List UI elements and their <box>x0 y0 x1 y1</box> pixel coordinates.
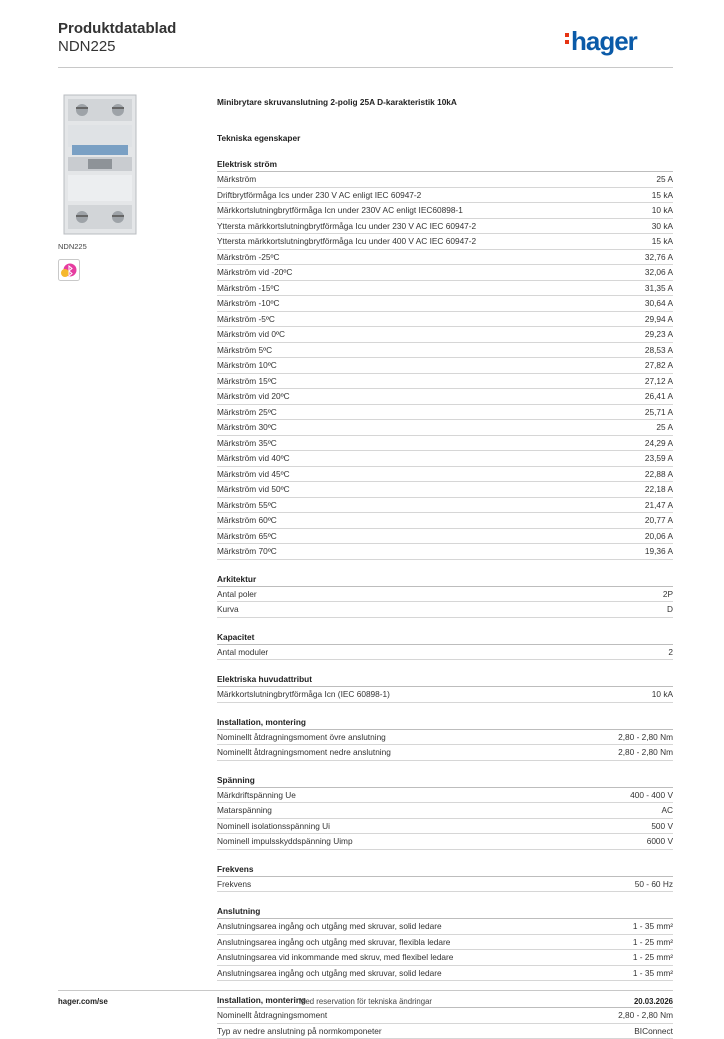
spec-row <box>217 358 673 374</box>
product-code: NDN225 <box>58 38 176 56</box>
spec-value: 6000 V <box>647 834 673 849</box>
spec-row <box>217 602 673 618</box>
spec-label: Märkström 30ºC <box>217 420 277 435</box>
spec-value: 26,41 A <box>645 389 673 404</box>
spec-label: Antal poler <box>217 587 257 602</box>
spec-value: 2,80 - 2,80 Nm <box>618 745 673 760</box>
hager-logo: hager <box>565 26 675 56</box>
spec-value: 29,23 A <box>645 327 673 342</box>
spec-group <box>217 674 673 703</box>
spec-label: Typ av nedre anslutning på normkomponeter <box>217 1024 382 1039</box>
spec-row <box>217 451 673 467</box>
spec-label: Märkström -5ºC <box>217 312 275 327</box>
spec-group <box>217 717 673 761</box>
spec-row <box>217 803 673 819</box>
spec-row <box>217 389 673 405</box>
spec-value: 22,88 A <box>645 467 673 482</box>
spec-row <box>217 296 673 312</box>
spec-value: 21,47 A <box>645 498 673 513</box>
spec-label: Nominellt åtdragningsmoment <box>217 1008 327 1023</box>
spec-row <box>217 966 673 982</box>
page-title: Produktdatablad <box>58 20 176 38</box>
spec-label: Märkström 5ºC <box>217 343 272 358</box>
spec-group-title: Spänning <box>217 775 673 788</box>
spec-label: Driftbrytförmåga Ics under 230 V AC enligt IEC 60947-2 <box>217 188 421 203</box>
spec-group <box>217 159 673 560</box>
spec-value: 15 kA <box>652 234 673 249</box>
spec-row <box>217 265 673 281</box>
spec-row <box>217 544 673 560</box>
spec-row <box>217 513 673 529</box>
spec-label: Märkström -25ºC <box>217 250 280 265</box>
spec-row <box>217 482 673 498</box>
spec-label: Nominellt åtdragningsmoment övre anslutning <box>217 730 386 745</box>
spec-value: AC <box>661 803 673 818</box>
spec-row <box>217 498 673 514</box>
spec-row <box>217 950 673 966</box>
spec-value: 10 kA <box>652 203 673 218</box>
spec-label: Frekvens <box>217 877 251 892</box>
image-caption: NDN225 <box>58 242 198 251</box>
spec-group-title: Elektrisk ström <box>217 159 673 172</box>
spec-label: Märkström -10ºC <box>217 296 280 311</box>
bluetooth-badge-icon <box>58 259 80 281</box>
spec-label: Anslutningsarea vid inkommande med skruv, med flexibel ledare <box>217 950 453 965</box>
spec-label: Märkkortslutningbrytförmåga Icn under 230V AC enligt IEC60898-1 <box>217 203 463 218</box>
spec-row <box>217 467 673 483</box>
spec-value: BIConnect <box>634 1024 673 1039</box>
spec-value: 27,82 A <box>645 358 673 373</box>
spec-label: Märkström 25ºC <box>217 405 277 420</box>
product-image-column <box>58 93 198 286</box>
spec-label: Märkström vid -20ºC <box>217 265 292 280</box>
spec-value: 25,71 A <box>645 405 673 420</box>
spec-value: 30 kA <box>652 219 673 234</box>
spec-group-title: Installation, montering <box>217 995 673 1008</box>
spec-row <box>217 281 673 297</box>
spec-value: 10 kA <box>652 687 673 702</box>
spec-label: Yttersta märkkortslutningbrytförmåga Icu under 400 V AC IEC 60947-2 <box>217 234 476 249</box>
spec-row <box>217 935 673 951</box>
spec-label: Märkström vid 50ºC <box>217 482 290 497</box>
spec-row <box>217 250 673 266</box>
spec-row <box>217 1008 673 1024</box>
spec-label: Märkström vid 20ºC <box>217 389 290 404</box>
spec-label: Nominell isolationsspänning Ui <box>217 819 330 834</box>
spec-label: Nominell impulsskyddspänning Uimp <box>217 834 353 849</box>
logo-dots-icon <box>565 33 569 47</box>
spec-row <box>217 645 673 661</box>
spec-label: Anslutningsarea ingång och utgång med skruvar, solid ledare <box>217 966 442 981</box>
spec-value: 1 - 25 mm² <box>633 950 673 965</box>
spec-group-title: Installation, montering <box>217 717 673 730</box>
spec-value: 1 - 25 mm² <box>633 935 673 950</box>
spec-group-title: Kapacitet <box>217 632 673 645</box>
spec-row <box>217 172 673 188</box>
spec-value: 20,06 A <box>645 529 673 544</box>
spec-value: 32,06 A <box>645 265 673 280</box>
footer-date: 20.03.2026 <box>634 997 673 1006</box>
spec-value: 19,36 A <box>645 544 673 559</box>
spec-label: Märkström 60ºC <box>217 513 277 528</box>
spec-label: Märkström 10ºC <box>217 358 277 373</box>
spec-group <box>217 574 673 618</box>
spec-value: 2,80 - 2,80 Nm <box>618 1008 673 1023</box>
spec-row <box>217 374 673 390</box>
spec-value: 20,77 A <box>645 513 673 528</box>
spec-row <box>217 730 673 746</box>
spec-label: Märkström vid 45ºC <box>217 467 290 482</box>
spec-row <box>217 877 673 893</box>
spec-row <box>217 312 673 328</box>
spec-value: 1 - 35 mm² <box>633 919 673 934</box>
spec-row <box>217 436 673 452</box>
spec-row <box>217 687 673 703</box>
spec-value: 24,29 A <box>645 436 673 451</box>
footer-website[interactable]: hager.com/se <box>58 997 108 1006</box>
spec-row <box>217 1024 673 1039</box>
spec-label: Märkström -15ºC <box>217 281 280 296</box>
spec-row <box>217 834 673 850</box>
spec-group <box>217 775 673 850</box>
header <box>58 20 176 56</box>
spec-value: D <box>667 602 673 617</box>
spec-label: Yttersta märkkortslutningbrytförmåga Icu under 230 V AC IEC 60947-2 <box>217 219 476 234</box>
spec-row <box>217 405 673 421</box>
spec-row <box>217 327 673 343</box>
spec-label: Matarspänning <box>217 803 272 818</box>
spec-row <box>217 819 673 835</box>
spec-label: Märkström 15ºC <box>217 374 277 389</box>
spec-group-title: Frekvens <box>217 864 673 877</box>
spec-row <box>217 420 673 436</box>
spec-value: 25 A <box>656 172 673 187</box>
spec-label: Anslutningsarea ingång och utgång med skruvar, solid ledare <box>217 919 442 934</box>
spec-value: 50 - 60 Hz <box>635 877 673 892</box>
spec-group-title: Arkitektur <box>217 574 673 587</box>
product-description: Minibrytare skruvanslutning 2-polig 25A D-karakteristik 10kA <box>217 97 673 107</box>
spec-row <box>217 219 673 235</box>
spec-row <box>217 188 673 204</box>
spec-value: 23,59 A <box>645 451 673 466</box>
spec-label: Märkström vid 0ºC <box>217 327 285 342</box>
spec-row <box>217 919 673 935</box>
spec-value: 29,94 A <box>645 312 673 327</box>
spec-group-title: Elektriska huvudattribut <box>217 674 673 687</box>
spec-label: Märkström 55ºC <box>217 498 277 513</box>
spec-label: Märkström 65ºC <box>217 529 277 544</box>
spec-label: Märkström <box>217 172 256 187</box>
spec-label: Kurva <box>217 602 239 617</box>
spec-value: 400 - 400 V <box>630 788 673 803</box>
spec-value: 15 kA <box>652 188 673 203</box>
spec-value: 22,18 A <box>645 482 673 497</box>
spec-value: 28,53 A <box>645 343 673 358</box>
spec-label: Antal moduler <box>217 645 268 660</box>
footer-divider <box>58 990 673 991</box>
header-divider <box>58 67 673 68</box>
spec-value: 30,64 A <box>645 296 673 311</box>
spec-group <box>217 906 673 981</box>
spec-row <box>217 745 673 761</box>
spec-value: 27,12 A <box>645 374 673 389</box>
spec-label: Märkdriftspänning Ue <box>217 788 296 803</box>
tech-section-title: Tekniska egenskaper <box>217 133 673 143</box>
spec-row <box>217 203 673 219</box>
spec-value: 1 - 35 mm² <box>633 966 673 981</box>
spec-value: 25 A <box>656 420 673 435</box>
spec-label: Märkström 70ºC <box>217 544 277 559</box>
spec-row <box>217 529 673 545</box>
spec-group <box>217 864 673 893</box>
spec-label: Märkström 35ºC <box>217 436 277 451</box>
spec-value: 500 V <box>651 819 673 834</box>
spec-value: 2 <box>668 645 673 660</box>
spec-value: 32,76 A <box>645 250 673 265</box>
spec-label: Märkström vid 40ºC <box>217 451 290 466</box>
spec-row <box>217 234 673 250</box>
footer-disclaimer: Med reservation för tekniska ändringar <box>58 997 673 1006</box>
spec-label: Anslutningsarea ingång och utgång med skruvar, flexibla ledare <box>217 935 450 950</box>
spec-group-title: Anslutning <box>217 906 673 919</box>
spec-groups <box>217 159 673 1039</box>
spec-label: Märkkortslutningbrytförmåga Icn (IEC 60898-1) <box>217 687 390 702</box>
circuit-breaker-image <box>58 93 142 236</box>
spec-group <box>217 632 673 661</box>
spec-value: 2,80 - 2,80 Nm <box>618 730 673 745</box>
spec-value: 2P <box>663 587 673 602</box>
spec-row <box>217 788 673 804</box>
spec-value: 31,35 A <box>645 281 673 296</box>
spec-content <box>217 97 673 1039</box>
spec-label: Nominellt åtdragningsmoment nedre anslutning <box>217 745 391 760</box>
spec-row <box>217 587 673 603</box>
spec-row <box>217 343 673 359</box>
